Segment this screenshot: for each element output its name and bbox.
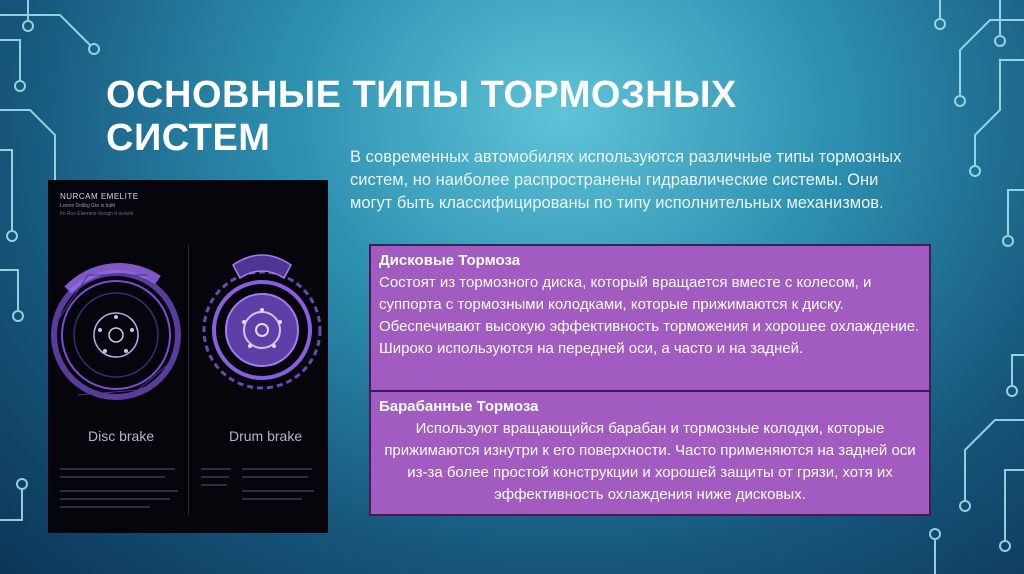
poster-fineprint xyxy=(201,468,231,470)
poster-fineprint xyxy=(242,498,302,500)
disc-brake-icon xyxy=(54,268,178,397)
poster-fineprint xyxy=(60,506,150,508)
poster-fineprint xyxy=(201,484,227,486)
drum-brakes-card xyxy=(369,390,931,516)
brake-illustrations xyxy=(48,180,328,533)
poster-fineprint xyxy=(60,468,175,470)
drum-brake-icon xyxy=(204,255,320,388)
card-body: Используют вращающийся барабан и тормозные колодки, которые прижимаются изнутри к его поверхности. Часто применяются на задней оси из-за более простой конструкции и хорошей защиты от грязи, хотя их эффективность охлаждения ниже дисковых. xyxy=(384,420,916,503)
poster-fineprint xyxy=(60,490,178,492)
slide-title: ОСНОВНЫЕ ТИПЫ ТОРМОЗНЫХ СИСТЕМ xyxy=(106,74,737,159)
brake-poster-image xyxy=(48,180,328,533)
poster-fineprint xyxy=(60,498,170,500)
drum-brake-label: Drum brake xyxy=(229,428,303,444)
poster-fineprint xyxy=(242,490,314,492)
poster-fineprint xyxy=(242,476,308,478)
card-body: Состоят из тормозного диска, который вращается вместе с колесом, и суппорта с тормозными колодками, которые прижимаются к диску. Обеспечивают высокую эффективность торможения и хорошее охлаждение. Широко используются на передней оси, а часто и на задней. xyxy=(379,274,920,357)
poster-subline: Ito Ros Elsentne ducign tt avnetit xyxy=(60,211,134,217)
poster-fineprint xyxy=(201,476,229,478)
intro-paragraph: В современных автомобилях используются различные типы тормозных систем, но наиболее распространены гидравлические системы. Они могут быть классифицированы по типу исполнительных механизмов. xyxy=(350,148,902,212)
poster-fineprint xyxy=(242,468,312,470)
disc-brake-label: Disc brake xyxy=(88,428,155,444)
disc-brakes-card xyxy=(369,244,931,394)
poster-subline: Lorem Dolibg Gtn is Indit xyxy=(60,203,116,209)
card-heading: Барабанные Тормоза xyxy=(379,398,539,415)
card-heading: Дисковые Тормоза xyxy=(379,252,521,269)
poster-fineprint xyxy=(60,476,165,478)
poster-brand: NURCAM EMELITE xyxy=(60,192,139,201)
